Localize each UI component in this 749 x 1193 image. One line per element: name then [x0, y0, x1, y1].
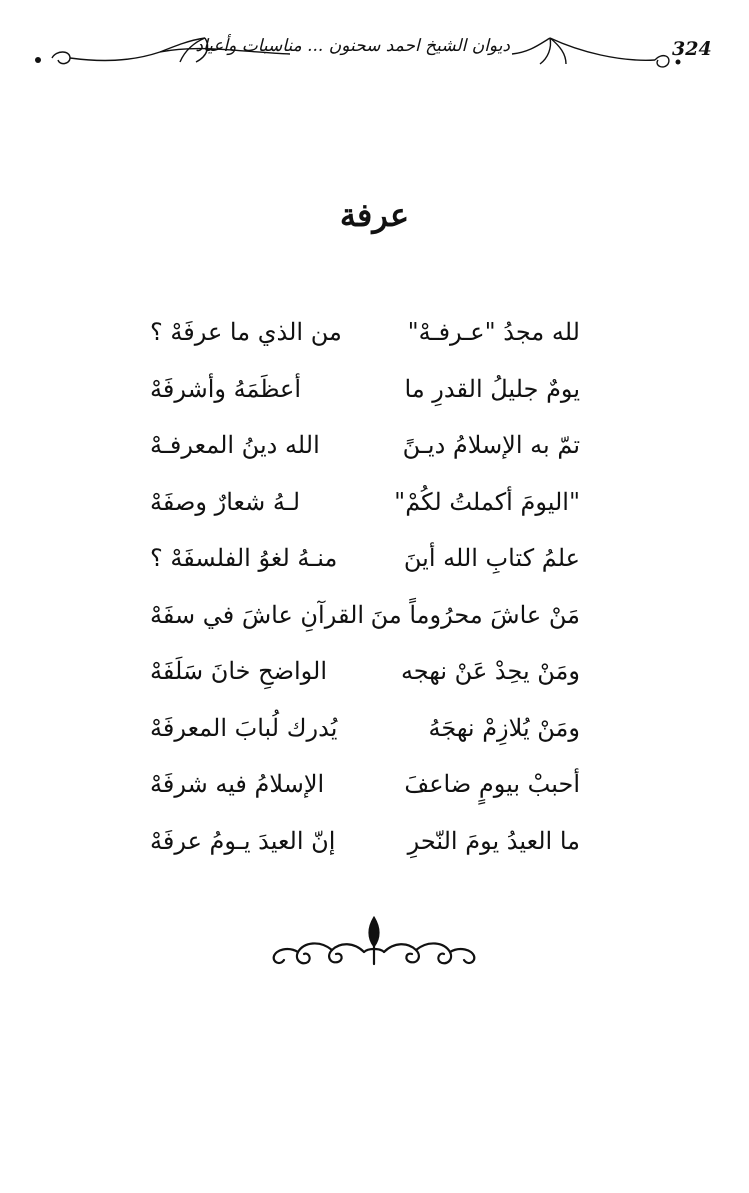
verse-6-second-hemistich: القرآنِ عاشَ في سفَهْ: [150, 600, 365, 629]
verse-5: [150, 536, 580, 593]
verse-3: [150, 423, 580, 480]
verse-4-first-hemistich: "اليومَ أكملتُ لكُمْ": [394, 487, 580, 516]
verse-9: [150, 762, 580, 819]
verse-2-first-hemistich: يومٌ جليلُ القدرِ ما: [404, 374, 580, 403]
poem-body: [150, 310, 580, 875]
verse-10: [150, 819, 580, 876]
verse-3-first-hemistich: تمّ به الإسلامُ ديـنً: [402, 431, 580, 459]
poem-title: عرفة: [339, 196, 410, 234]
page-number: 324: [672, 38, 712, 60]
verse-10-first-hemistich: ما العيدُ يومَ النّحرِ: [407, 826, 580, 855]
header-dot-right: [676, 60, 681, 65]
verse-8-first-hemistich: ومَنْ يُلازِمْ نهجَهُ: [428, 713, 580, 742]
verse-2: [150, 367, 580, 424]
closing-ornament: [264, 912, 484, 972]
verse-10-second-hemistich: إنّ العيدَ يـومُ عرفَهْ: [150, 826, 336, 855]
verse-8: [150, 706, 580, 763]
verse-7-second-hemistich: الواضحِ خانَ سَلَفَهْ: [150, 657, 328, 685]
verse-7-first-hemistich: ومَنْ يحِدْ عَنْ نهجه: [400, 657, 580, 685]
verse-1-first-hemistich: لله مجدُ "عـرفـهْ": [407, 318, 580, 346]
running-title: ديوان الشيخ احمد سحنون ... مناسبات وأعياد: [195, 36, 510, 56]
verse-6-first-hemistich: مَنْ عاشَ محرُوماً منَ: [370, 600, 580, 629]
verse-8-second-hemistich: يُدرك لُبابَ المعرفَهْ: [150, 713, 338, 742]
verse-7: [150, 649, 580, 706]
verse-5-second-hemistich: منـهُ لغوُ الفلسفَهْ ؟: [150, 544, 338, 572]
verse-5-first-hemistich: علمُ كتابِ الله أينَ: [403, 544, 580, 572]
verse-3-second-hemistich: الله دينُ المعرفـهْ: [150, 431, 320, 459]
verse-9-second-hemistich: الإسلامُ فيه شرفَهْ: [150, 770, 325, 798]
verse-1: [150, 310, 580, 367]
header-dot-left: [35, 57, 41, 63]
verse-9-first-hemistich: أحببْ بيومٍ ضاعفَ: [404, 770, 580, 798]
verse-6: [150, 593, 580, 650]
verse-4: [150, 480, 580, 537]
page-header: [0, 22, 749, 82]
verse-2-second-hemistich: أعظَمَهُ وأشرفَهْ: [150, 374, 301, 403]
verse-4-second-hemistich: لـهُ شعارٌ وصفَهْ: [150, 487, 301, 516]
verse-1-second-hemistich: من الذي ما عرفَهْ ؟: [150, 318, 342, 346]
